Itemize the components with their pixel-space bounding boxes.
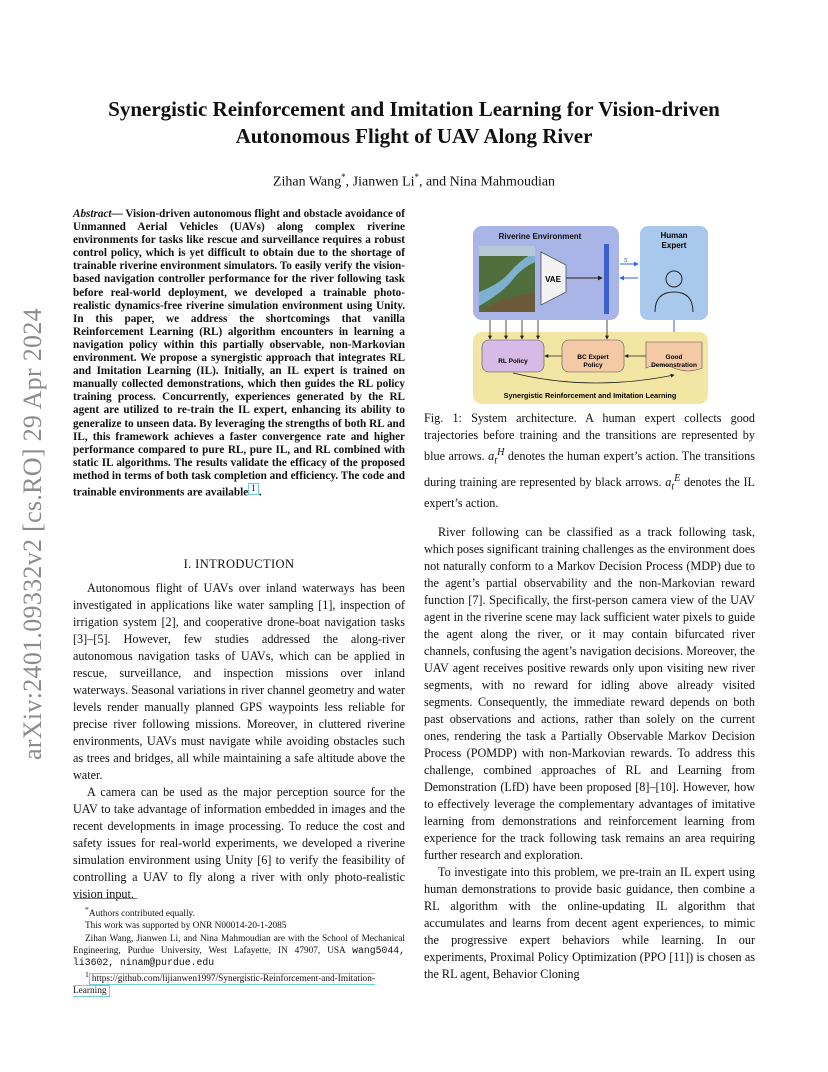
footnote-divider [73, 898, 137, 899]
human-label-2: Expert [661, 241, 687, 250]
footnote-support: This work was supported by ONR N00014-20-1-2085 [85, 921, 287, 932]
author-1: Zihan Wang [272, 174, 342, 190]
rl-policy-label: RL Policy [498, 358, 528, 365]
intro-right-paragraph-2: To investigate into this problem, we pre-train an IL expert using human demonstrations to provide basic guidance, then combine a RL algorithm with the online-updating IL algorithm that accumulates and learns from decent agent experiences, to mimic the progressive expert behaviors while learning. In our experiments, Proximal Policy Optimization (PPO [11]) is chosen as the RL agent, Behavior Cloning [424, 865, 755, 981]
env-label: Riverine Environment [498, 232, 582, 241]
abstract-text: Vision-driven autonomous flight and obstacle avoidance of Unmanned Aerial Vehicles (UAVs) along complex riverine environments for tasks like rescue and surveillance requires a robust control policy, which is yet difficult to obtain due to the shortage of trainable riverine environment simulators. To easily verify the vision-based navigation controller performance for the river following task before real-world deployment, we developed a trainable photo-realistic dynamics-free riverine simulation environment using Unity. In this paper, we address the shortcomings that vanilla Reinforcement Learning (RL) algorithm encounters in learning a navigation policy within this partially observable, non-Markovian environment. We propose a synergistic approach that integrates RL and Imitation Learning (IL). Initially, an IL expert is trained on manually collected demonstrations, which then guides the RL policy training process. Concurrently, experiences generated by the RL agent are utilized to re-train the IL expert, enhancing its ability to generalize to unseen data. By leveraging the strengths of both RL and IL, this framework achieves a faster convergence rate and higher performance compared to pure RL, pure IL, and RL combined with static IL algorithms. The results validate the efficacy of the proposed method in terms of both task completion and efficiency. The code and trainable environments are available [73, 208, 405, 499]
abstract-lead: Abstract [73, 208, 112, 220]
caption-text-2: denotes the human expert’s action. The transitions during training are represented by black arrows. [424, 449, 755, 489]
figure-caption [424, 410, 755, 512]
human-action-symbol: $a_t^H$ [488, 447, 505, 467]
synergistic-label: Synergistic Reinforcement and Imitation Learning [503, 391, 677, 400]
introduction-left-column [73, 580, 405, 903]
caption-text-3: denotes the IL expert’s action. [424, 474, 755, 510]
footnotes [73, 904, 405, 998]
human-label-1: Human [660, 231, 688, 240]
arxiv-identifier: arXiv:2401.09332v2 [cs.RO] 29 Apr 2024 [18, 308, 47, 760]
caption-text-1: System architecture. A human expert collects good trajectories before training and the transitions are represented by blue arrows. [424, 411, 755, 464]
expert-action-symbol: $a_t^E$ [665, 472, 681, 492]
caption-label: Fig. 1: [424, 411, 472, 425]
footnote-star-mark: * [85, 905, 89, 914]
bc-label-1: BC Expert [577, 354, 609, 361]
abstract-end: . [258, 486, 262, 499]
footnote-link-ref[interactable]: 1 [248, 483, 259, 495]
footnote-link-mark: 1 [85, 970, 89, 980]
intro-right-paragraph-1: River following can be classified as a track following task, which poses significant training challenges as the environment does not naturally conform to a Markov Decision Process (MDP) due to the agent’s partial observability and the non-Markovian reward function [7]. Specifically, the first-person camera view of the UAV agent in the riverine scene may lack sufficient water pixels to guide the agent along the river, or it may contain bifurcated river channels, confusing the agent’s navigation decisions. Moreover, the UAV agent receives positive rewards only upon visiting new river segments, with no reward for idling above already visited segments. Consequently, the immediate reward depends on both past observations and actions, rather than solely on the current ones, rendering the task a Partially Observable Markov Decision Process (POMDP) with non-Markovian rewards. To address this challenge, combined approaches of RL and Learning from Demonstration (LfD) have been proposed [8]–[10]. However, how to effectively leverage the complementary advantages of imitative learning from demonstrations and reinforcement learning from experience for the track following task remains an area requiring further research and exploration. [424, 525, 756, 862]
footnote-star-text: Authors contributed equally. [88, 909, 195, 920]
abstract-dash: — [111, 208, 126, 220]
abstract [73, 208, 405, 500]
title-line-2: Autonomous Flight of UAV Along River [235, 124, 593, 148]
equal-contribution-mark-2: * [414, 172, 419, 182]
author-3: , and Nina Mahmoudian [418, 174, 556, 190]
author-emails: wang5044, li3602, ninam@purdue.edu [73, 944, 405, 968]
footnote-affiliation [73, 933, 405, 970]
footnote-code-link [73, 969, 405, 998]
introduction-right-column [424, 524, 755, 983]
intro-paragraph-2: A camera can be used as the major perception source for the UAV to take advantage of information embedded in images and the recent developments in image processing. To reduce the cost and safety issues for real-world experiments, we developed a riverine simulation environment using Unity [6] to verify the feasibility of controlling a UAV to fly along a river with only photo-realistic vision input. [73, 785, 405, 901]
footnote-equal-contribution [73, 904, 405, 920]
affiliation-text: Zihan Wang, Jianwen Li, and Nina Mahmoudian are with the School of Mechanical Engineering, Purdue University, West Lafayette, IN 47907, USA [73, 933, 405, 956]
equal-contribution-mark: * [341, 172, 346, 182]
author-2: , Jianwen Li [345, 174, 415, 190]
good-label-1: Good [665, 354, 683, 361]
section-heading-introduction: I. INTRODUCTION [183, 557, 295, 571]
bc-label-2: Policy [583, 362, 603, 369]
author-list [60, 172, 768, 191]
system-architecture-figure [470, 222, 713, 406]
title-line-1: Synergistic Reinforcement and Imitation Learning for Vision-driven [108, 97, 720, 121]
good-label-2: Demonstration [651, 362, 697, 369]
figure-state-symbol: s [624, 257, 628, 264]
architecture-diagram [470, 222, 713, 406]
rl-policy-box [482, 340, 544, 372]
river-photo-icon [479, 246, 535, 312]
vae-label: VAE [545, 275, 561, 284]
intro-paragraph-1: Autonomous flight of UAVs over inland waterways has been investigated in applications like water sampling [1], inspection of irrigation system [2], and cooperative drone-boat navigation tasks [3]–[5]. However, few studies addressed the along-river autonomous navigation tasks of UAVs, which can be applied in rescue, surveillance, and inspection missions over inland waterways. Seasonal variations in river channel geometry and water levels render manually planned GPS waypoints less reliable for precise river following missions. Moreover, in cluttered riverine environments, UAVs must navigate while avoiding obstacles such as trees and bridges, all while maintaining a safe altitude above the water. [73, 581, 405, 782]
code-repository-link[interactable]: https://github.com/lijianwen1997/Synergistic-Reinforcement-and-Imitation-Learning [73, 974, 375, 997]
latent-state-bar [604, 244, 609, 314]
paper-title [60, 96, 768, 150]
